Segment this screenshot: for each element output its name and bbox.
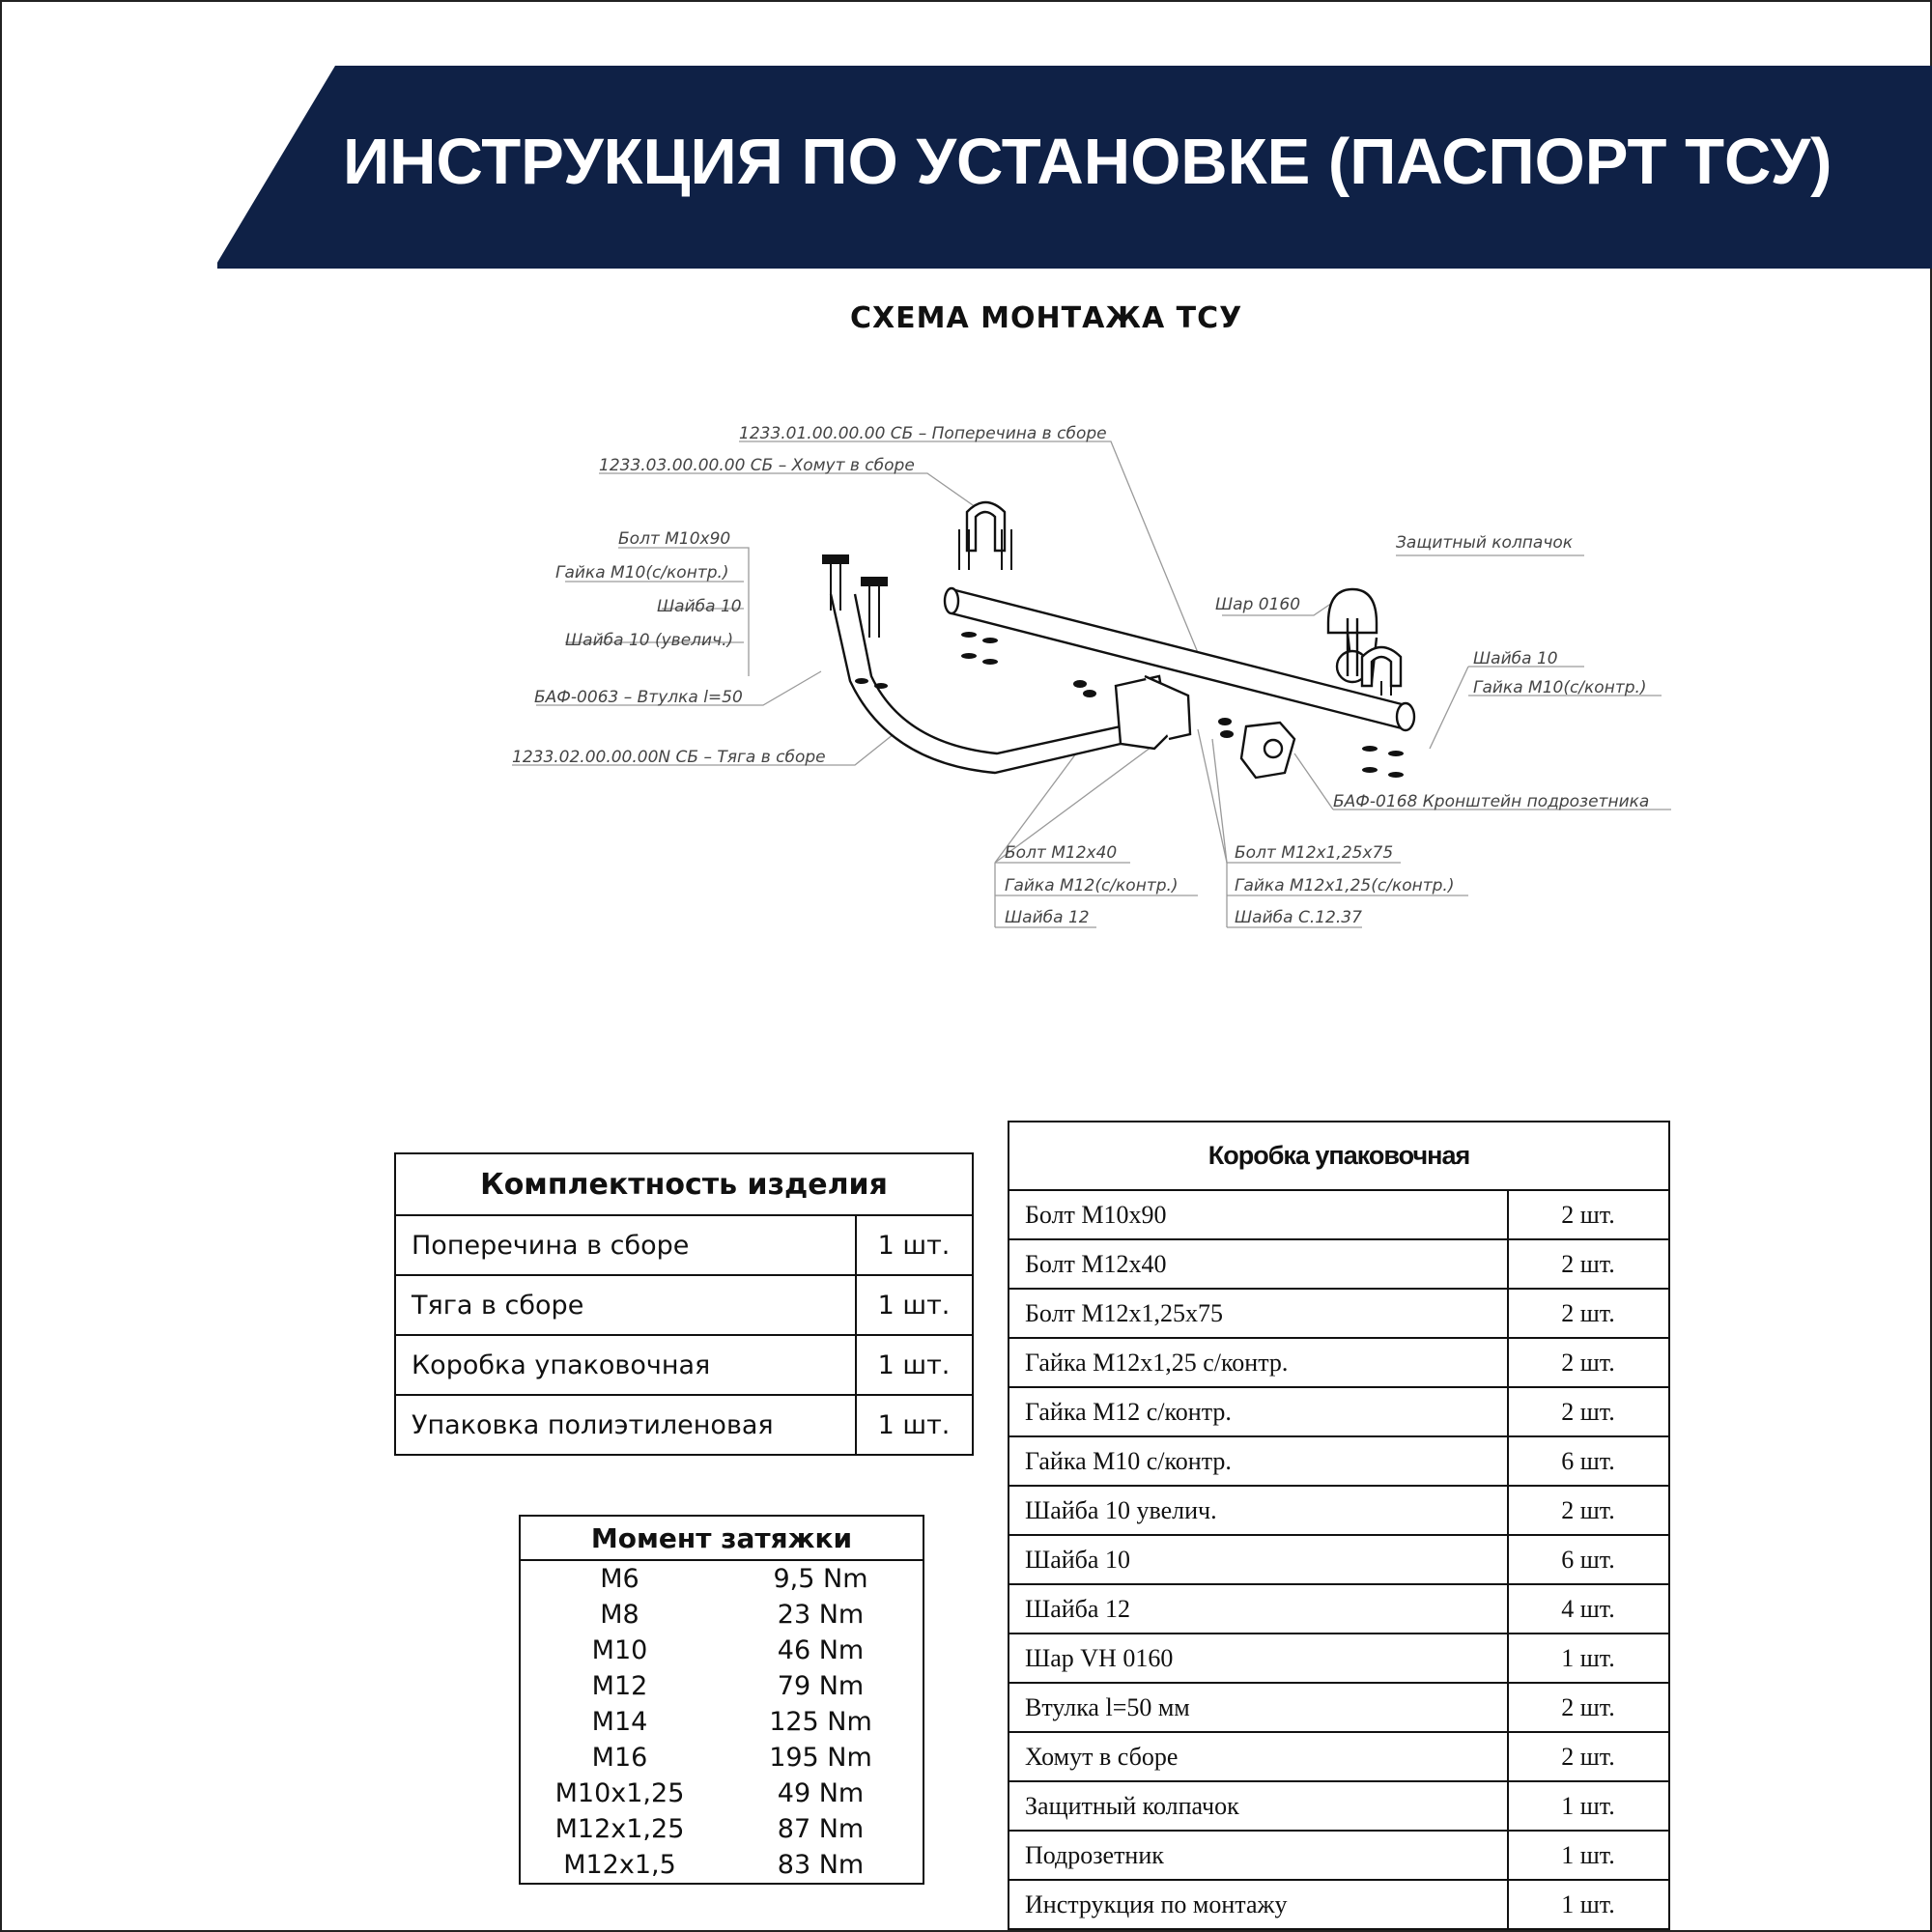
table-row bbox=[1009, 1486, 1669, 1535]
table-row bbox=[520, 1704, 923, 1740]
item-name: Поперечина в сборе bbox=[395, 1215, 856, 1275]
table-row bbox=[395, 1215, 973, 1275]
part-qty: 4 шт. bbox=[1508, 1584, 1669, 1634]
torque-value: 49 Nm bbox=[777, 1778, 865, 1808]
table-row bbox=[1009, 1584, 1669, 1634]
torque-value: 125 Nm bbox=[769, 1707, 872, 1737]
table-row bbox=[520, 1668, 923, 1704]
torque-value: 87 Nm bbox=[777, 1814, 865, 1844]
thread-size: M10x1,25 bbox=[554, 1778, 685, 1808]
label-crossbar: 1233.01.00.00.00 СБ – Поперечина в сборе bbox=[739, 424, 1107, 443]
part-name: Хомут в сборе bbox=[1009, 1732, 1508, 1781]
part-qty: 1 шт. bbox=[1508, 1831, 1669, 1880]
part-name: Болт М12х1,25х75 bbox=[1009, 1289, 1508, 1338]
torque-value: 83 Nm bbox=[777, 1850, 865, 1880]
torque-value: 79 Nm bbox=[777, 1671, 865, 1701]
thread-size: M10 bbox=[591, 1635, 648, 1665]
completeness-table bbox=[394, 1152, 974, 1456]
table-row bbox=[1009, 1683, 1669, 1732]
torque-value: 23 Nm bbox=[777, 1600, 865, 1630]
label-nut-m12: Гайка М12(с/контр.) bbox=[1005, 876, 1179, 895]
table-row bbox=[520, 1560, 923, 1597]
label-sleeve: БАФ-0063 – Втулка l=50 bbox=[534, 688, 743, 707]
part-qty: 1 шт. bbox=[1508, 1781, 1669, 1831]
table-row bbox=[1009, 1436, 1669, 1486]
table-row bbox=[520, 1597, 923, 1633]
part-name: Гайка М12х1,25 с/контр. bbox=[1009, 1338, 1508, 1387]
part-qty: 2 шт. bbox=[1508, 1683, 1669, 1732]
part-name: Шайба 10 увелич. bbox=[1009, 1486, 1508, 1535]
part-name: Подрозетник bbox=[1009, 1831, 1508, 1880]
diagram-labels bbox=[512, 424, 1649, 927]
label-nut-m10-right: Гайка М10(с/контр.) bbox=[1473, 678, 1647, 697]
thread-size: M8 bbox=[600, 1600, 639, 1630]
part-name: Гайка М10 с/контр. bbox=[1009, 1436, 1508, 1486]
label-nut-m12x125: Гайка М12х1,25(с/контр.) bbox=[1235, 876, 1455, 895]
label-washer-12: Шайба 12 bbox=[1005, 908, 1090, 927]
label-rod: 1233.02.00.00.00N СБ – Тяга в сборе bbox=[512, 748, 826, 767]
table-row bbox=[1009, 1190, 1669, 1239]
part-qty: 2 шт. bbox=[1508, 1289, 1669, 1338]
part-qty: 2 шт. bbox=[1508, 1387, 1669, 1436]
thread-size: M12x1,25 bbox=[554, 1814, 685, 1844]
item-qty: 1 шт. bbox=[856, 1335, 973, 1395]
part-qty: 2 шт. bbox=[1508, 1190, 1669, 1239]
packing-box-title: Коробка упаковочная bbox=[1208, 1141, 1470, 1170]
part-qty: 6 шт. bbox=[1508, 1535, 1669, 1584]
table-row bbox=[1009, 1880, 1669, 1929]
torque-value: 195 Nm bbox=[769, 1743, 872, 1773]
thread-size: M12x1,5 bbox=[563, 1850, 676, 1880]
part-qty: 1 шт. bbox=[1508, 1634, 1669, 1683]
part-name: Болт М10х90 bbox=[1009, 1190, 1508, 1239]
label-washer-10: Шайба 10 bbox=[657, 597, 742, 616]
label-bolt-m12x125x75: Болт М12х1,25х75 bbox=[1235, 843, 1394, 863]
part-qty: 2 шт. bbox=[1508, 1338, 1669, 1387]
part-name: Шайба 10 bbox=[1009, 1535, 1508, 1584]
label-nut-m10: Гайка М10(с/контр.) bbox=[555, 563, 729, 582]
part-name: Гайка М12 с/контр. bbox=[1009, 1387, 1508, 1436]
table-row bbox=[1009, 1535, 1669, 1584]
torque-value: 9,5 Nm bbox=[773, 1564, 868, 1594]
part-name: Инструкция по монтажу bbox=[1009, 1880, 1508, 1929]
item-qty: 1 шт. bbox=[856, 1395, 973, 1455]
table-row bbox=[1009, 1239, 1669, 1289]
towbar-drawing bbox=[831, 502, 1414, 778]
thread-size: M6 bbox=[600, 1564, 639, 1594]
table-row bbox=[395, 1275, 973, 1335]
label-washer-10-big: Шайба 10 (увелич.) bbox=[565, 631, 734, 650]
thread-size: M12 bbox=[591, 1671, 648, 1701]
label-cap: Защитный колпачок bbox=[1396, 533, 1574, 553]
part-name: Шар VH 0160 bbox=[1009, 1634, 1508, 1683]
part-qty: 6 шт. bbox=[1508, 1436, 1669, 1486]
table-row bbox=[395, 1335, 973, 1395]
table-row bbox=[520, 1633, 923, 1668]
item-qty: 1 шт. bbox=[856, 1215, 973, 1275]
packing-box-table bbox=[1008, 1121, 1670, 1930]
torque-value: 46 Nm bbox=[777, 1635, 865, 1665]
label-clamp: 1233.03.00.00.00 СБ – Хомут в сборе bbox=[599, 456, 915, 475]
scheme-title: СХЕМА МОНТАЖА ТСУ bbox=[850, 301, 1243, 335]
thread-size: M14 bbox=[591, 1707, 648, 1737]
label-washer-c1237: Шайба С.12.37 bbox=[1235, 908, 1362, 927]
label-bolt-m12x40: Болт М12х40 bbox=[1005, 843, 1118, 863]
completeness-title: Комплектность изделия bbox=[395, 1153, 973, 1215]
table-row bbox=[1009, 1732, 1669, 1781]
thread-size: M16 bbox=[591, 1743, 648, 1773]
table-row bbox=[1009, 1289, 1669, 1338]
part-qty: 2 шт. bbox=[1508, 1732, 1669, 1781]
item-name: Тяга в сборе bbox=[395, 1275, 856, 1335]
table-row bbox=[1009, 1387, 1669, 1436]
part-qty: 2 шт. bbox=[1508, 1239, 1669, 1289]
item-qty: 1 шт. bbox=[856, 1275, 973, 1335]
label-bolt-m10x90: Болт М10х90 bbox=[618, 529, 731, 549]
torque-table bbox=[519, 1515, 924, 1885]
table-row bbox=[1009, 1781, 1669, 1831]
table-row bbox=[1009, 1338, 1669, 1387]
part-name: Втулка l=50 мм bbox=[1009, 1683, 1508, 1732]
item-name: Коробка упаковочная bbox=[395, 1335, 856, 1395]
table-row bbox=[520, 1847, 923, 1884]
label-ball: Шар 0160 bbox=[1215, 595, 1301, 614]
page-title: ИНСТРУКЦИЯ ПО УСТАНОВКЕ (ПАСПОРТ ТСУ) bbox=[343, 126, 1833, 198]
table-row bbox=[520, 1811, 923, 1847]
item-name: Упаковка полиэтиленовая bbox=[395, 1395, 856, 1455]
table-row bbox=[520, 1776, 923, 1811]
table-row bbox=[1009, 1634, 1669, 1683]
part-name: Защитный колпачок bbox=[1009, 1781, 1508, 1831]
part-name: Шайба 12 bbox=[1009, 1584, 1508, 1634]
label-bracket: БАФ-0168 Кронштейн подрозетника bbox=[1333, 792, 1650, 811]
part-name: Болт М12х40 bbox=[1009, 1239, 1508, 1289]
torque-title: Момент затяжки bbox=[520, 1516, 923, 1560]
part-qty: 2 шт. bbox=[1508, 1486, 1669, 1535]
table-row bbox=[1009, 1831, 1669, 1880]
label-washer-10-right: Шайба 10 bbox=[1473, 649, 1558, 668]
part-qty: 1 шт. bbox=[1508, 1880, 1669, 1929]
table-row bbox=[395, 1395, 973, 1455]
table-row bbox=[520, 1740, 923, 1776]
